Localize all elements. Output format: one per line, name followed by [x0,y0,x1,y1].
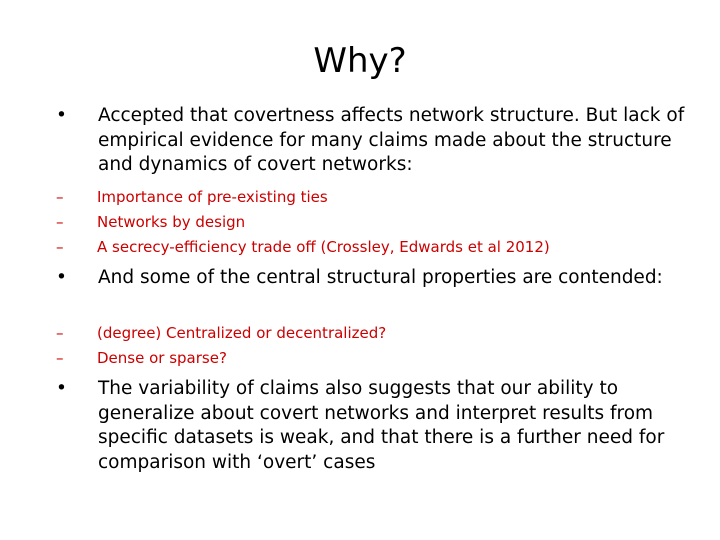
sub-bullet-text: A secrecy-efficiency trade off (Crossley, Edwards et al 2012) [97,238,550,256]
bullet-marker: • [56,105,67,126]
sub-bullet-marker: – [56,188,64,206]
bullet-text: The variability of claims also suggests that our ability to generalize about covert networks and interpret results from specific datasets is weak, and that there is a further need for comparison with ‘overt’ cases [98,378,665,473]
sub-bullet-marker: – [56,349,64,367]
sub-bullet-item [56,321,696,346]
sub-bullet-text: Networks by design [97,213,246,231]
sub-bullet-item [56,235,696,260]
bullet-item-3 [56,377,696,475]
slide-title: Why? [313,41,407,81]
bullet-marker: • [56,267,67,288]
sub-bullet-marker: – [56,213,64,231]
bullet-text: Accepted that covertness affects network structure. But lack of empirical evidence for many claims made about the structure and dynamics of covert networks: [98,105,685,175]
bullet-item-1 [56,104,696,178]
sub-bullet-text: Importance of pre-existing ties [97,188,328,206]
sub-bullet-text: Dense or sparse? [97,349,227,367]
sub-bullet-item [56,185,696,210]
sub-bullet-text: (degree) Centralized or decentralized? [97,324,387,342]
bullet-item-2 [56,266,696,291]
sub-bullet-marker: – [56,324,64,342]
sub-bullet-item [56,210,696,235]
sub-bullet-item [56,346,696,371]
bullet-marker: • [56,378,67,399]
sub-bullet-marker: – [56,238,64,256]
bullet-text: And some of the central structural properties are contended: [98,267,663,288]
